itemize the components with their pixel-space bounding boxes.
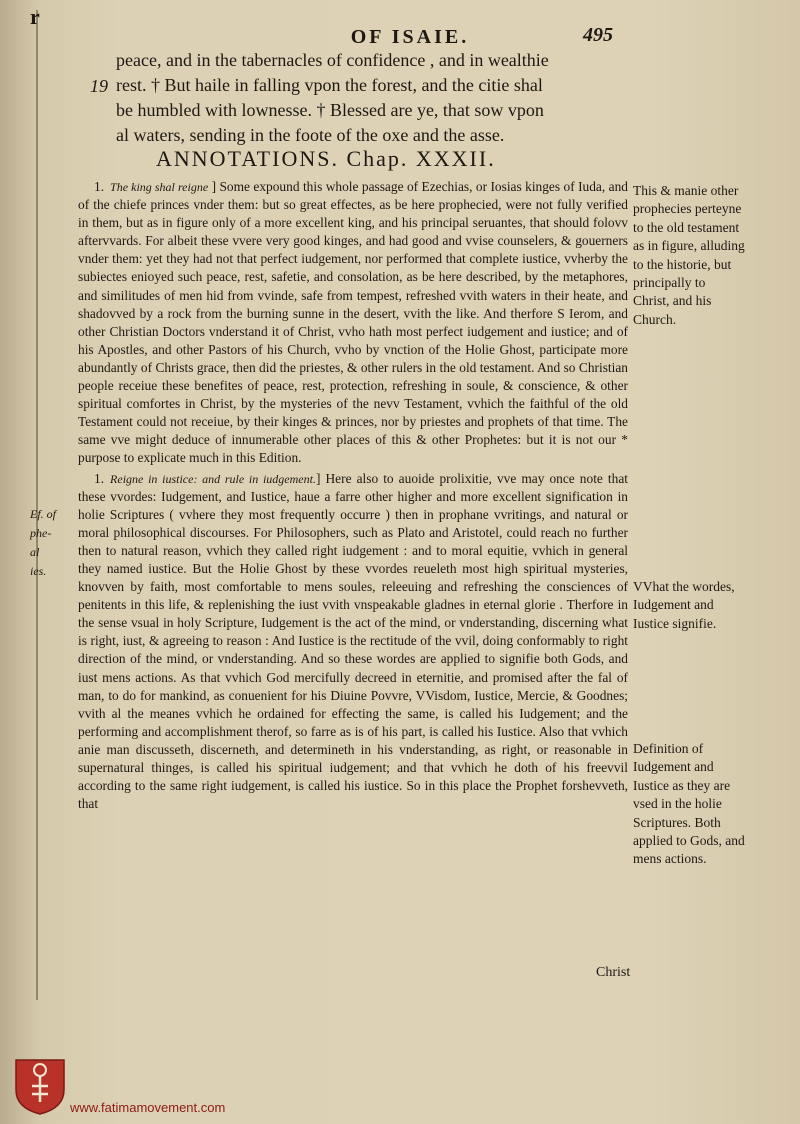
annotation-lemma: The king shal reigne — [110, 180, 209, 194]
annotations-heading: ANNOTATIONS. Chap. XXXII. — [156, 146, 496, 171]
left-margin-notes — [30, 505, 70, 581]
left-margin-note: ies. — [30, 564, 47, 578]
annotations-body — [78, 178, 628, 813]
scripture-line: peace, and in the tabernacles of confidence , and in wealthie — [116, 50, 549, 70]
scripture-line: al waters, sending in the foote of the oxe and the asse. — [116, 125, 505, 145]
left-margin-note: phe- — [30, 526, 52, 540]
scripture-line: rest. † But haile in falling vpon the forest, and the citie shal — [116, 75, 543, 95]
left-margin-note: al — [30, 545, 40, 559]
running-head: OF ISAIE. — [350, 26, 470, 48]
annotation-paragraph — [78, 178, 628, 468]
corner-mark: r — [30, 4, 40, 29]
scripture-line: be humbled with lownesse. † Blessed are ye, that sow vpon — [116, 100, 544, 120]
papal-shield-icon — [14, 1056, 66, 1116]
sidenote: Definition of Iudgement and Iustice as they are vsed in the holie Scriptures. Both applied to Gods, and mens actions. — [633, 741, 745, 867]
scripture-text — [116, 48, 626, 148]
left-margin-note: Ef. of — [30, 507, 56, 521]
annotation-number: 1. — [94, 470, 105, 486]
annotation-text: ] Here also to auoide prolixitie, vve may once note that these vvordes: Iudgement, and Iustice, haue a farre other higher and more excellent signification in holie Scriptures ( vvhere they most frequently occurre ) then in prophane vvritings, and natural or moral philosophical discourses. For Philosophers, such as Plato and Aristotel, could reach no further then to natural reason, vvhich they called right iudgement : and to moral equitie, vvhich in general they named iustice. But the Holie Ghost by these vvordes reueleth most high spiritual mysteries, knovven by faith, most comfortable to mens soules, releeuing and refreshing the consciences of penitents in this life, & replenishing the iust vvith vnspeakable gladnes in eternal glorie . Therfore in the sense vsual in holy Scripture, Iudgement is the act of the mind, or vnderstanding, discerning what is right, iust, & agreeing to reason : And Iustice is the rectitude of the vvil, doing conformably to right direction of the mind, or vnderstanding. And so these wordes are applied to signifie both Gods, and iust mens actions. As that vvhich God mercifully decreed in eternitie, and promised after the fal of man, to do for mankind, as conuenient for his Diuine Povvre, VVisdom, Iustice, Mercie, & Goodnes; vvith al the meanes vvhich he ordained for effecting the same, is called his Iudgement; and the performing and accomplishment therof, so farre as is of his part, is called his Iustice. Also that vvhich anie man discusseth, discerneth, and determineth in his vnderstanding, as right, or reasonable in supernatural thinges, is called his spiritual iudgement; and that vvhich he doth of his freevvil according to the same right iudgement, is called his iustice. So in this place the Prophet forshevveth, that — [78, 470, 628, 812]
verse-number: 19 — [90, 76, 108, 96]
sidenote: VVhat the wordes, Iudgement and Iustice signifie. — [633, 579, 735, 631]
page-number: 495 — [583, 24, 613, 46]
annotation-number: 1. — [94, 179, 105, 194]
website-link[interactable]: www.fatimamovement.com — [70, 1100, 226, 1115]
annotation-lemma: Reigne in iustice: and rule in iudgement. — [110, 471, 316, 486]
sidenote: This & manie other prophecies perteyne to the old testament as in figure, alluding to the historie, but principally to Christ, and his Church. — [633, 183, 745, 327]
catchword: Christ — [596, 965, 631, 980]
annotation-text: ] Some expound this whole passage of Ezechias, or Iosias kinges of Iuda, and of the chiefe princes vnder them: but so great effectes, as be here prophecied, were not fully verified in them, but as in figure only of a more excellent king, and his principal seruantes, that should folovv aftervvards. For albeit these vvere very good kinges, and had good and vvise counselers, & gouerners vnder them: yet they had not that perfect iudgement, nor performed that complete iustice, vvherby the subiectes enioyed such peace, rest, safetie, and consolation, as be here described, by the metaphores, and similitudes of men hid from vvinde, safe from tempest, refreshed vvith waters in their heate, and shadovved by a rock from the burning sunne in the desert, vvith the like. And therfore S Ierom, and other Christian Doctors vnderstand it of Christ, vvho hath most perfect iudgement and iustice; and of his Apostles, and other Pastors of his Church, vvho by vnction of the Holie Ghost, participate more abundantly of Christs grace, then did the priestes, & other rulers in the old testament. And so Christian people receiue these benefites of peace, rest, protection, refreshing in soule, & conscience, & other spiritual comfortes in Christ, by the mysteries of the nevv Testament, vvhich the faithful of the old Testament could not receiue, by their kinges & princes, nor by priestes and prophets of that time. The same vve might deduce of innumerable other places of this & other Prophetes: but it is not our * purpose to explicate much in this Edition. — [78, 179, 628, 466]
annotation-paragraph — [78, 470, 628, 814]
